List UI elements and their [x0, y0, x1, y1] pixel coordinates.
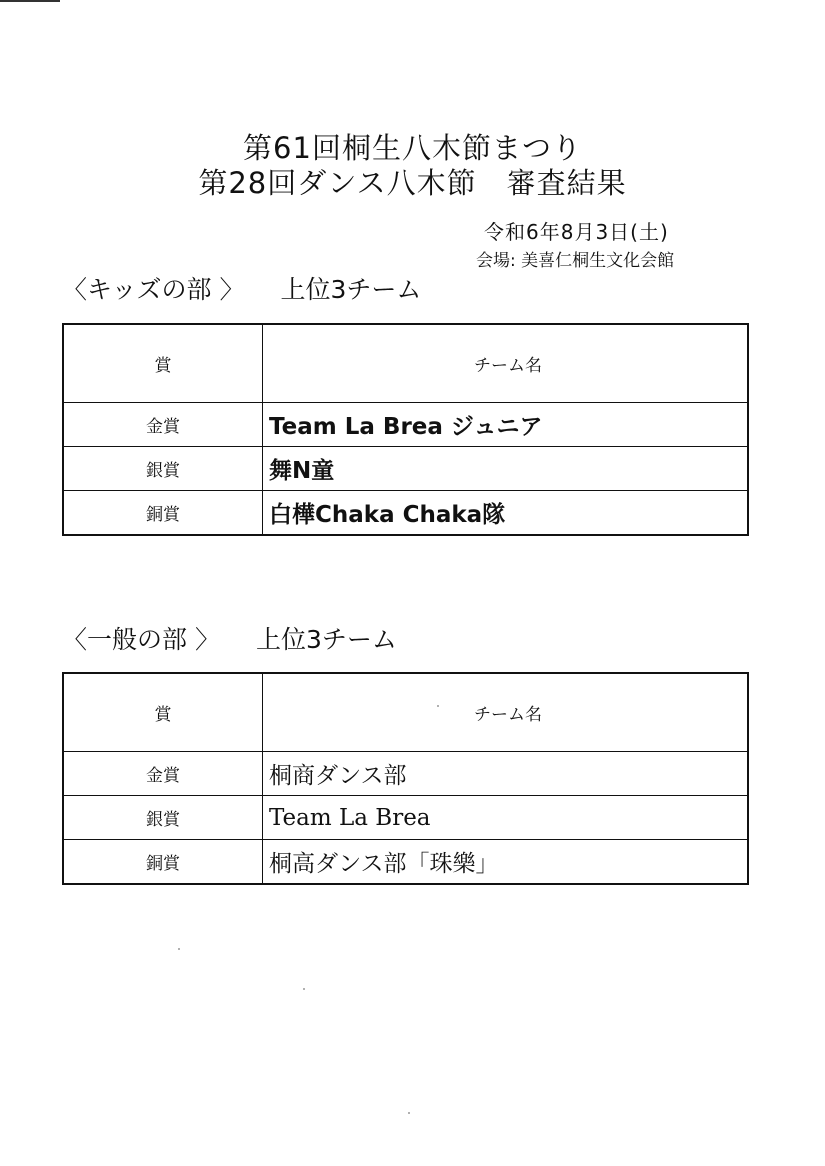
team-cell: 桐高ダンス部「珠樂」 [263, 840, 749, 885]
kids-section-subtitle: 上位3チーム [280, 275, 422, 304]
kids-section-name: 〈キッズの部 〉 [62, 275, 245, 304]
team-cell: 舞N童 [263, 447, 749, 491]
team-cell: Team La Brea ジュニア [263, 403, 749, 447]
column-header-prize: 賞 [63, 673, 263, 752]
page-subtitle: 第28回ダンス八木節 審査結果 [198, 166, 627, 200]
team-cell: 白樺Chaka Chaka隊 [263, 491, 749, 536]
column-header-team: チーム名 [263, 324, 749, 403]
team-cell: Team La Brea [263, 796, 749, 840]
scan-speck [437, 705, 439, 707]
table-row [63, 796, 748, 840]
general-section-subtitle: 上位3チーム [255, 625, 397, 654]
event-date: 令和6年8月3日(土) [484, 220, 669, 244]
prize-cell: 銀賞 [63, 796, 263, 840]
event-venue: 会場: 美喜仁桐生文化会館 [476, 251, 675, 271]
table-row [63, 491, 748, 536]
table-row [63, 840, 748, 885]
table-row [63, 403, 748, 447]
prize-cell: 銅賞 [63, 840, 263, 885]
table-row [63, 447, 748, 491]
prize-cell: 銅賞 [63, 491, 263, 536]
general-section-heading [62, 620, 397, 656]
scan-edge-mark [0, 0, 60, 2]
prize-cell: 銀賞 [63, 447, 263, 491]
page-title: 第61回桐生八木節まつり [243, 131, 582, 165]
scan-speck [303, 988, 305, 990]
team-cell: 桐商ダンス部 [263, 752, 749, 796]
scan-speck [178, 948, 180, 950]
table-header-row [63, 673, 748, 752]
table-header-row [63, 324, 748, 403]
kids-results-table [62, 323, 749, 536]
prize-cell: 金賞 [63, 403, 263, 447]
column-header-prize: 賞 [63, 324, 263, 403]
scan-speck [408, 1112, 410, 1114]
table-row [63, 752, 748, 796]
general-section-name: 〈一般の部 〉 [62, 625, 220, 654]
general-results-table [62, 672, 749, 885]
column-header-team: チーム名 [263, 673, 749, 752]
prize-cell: 金賞 [63, 752, 263, 796]
kids-section-heading [62, 270, 421, 306]
